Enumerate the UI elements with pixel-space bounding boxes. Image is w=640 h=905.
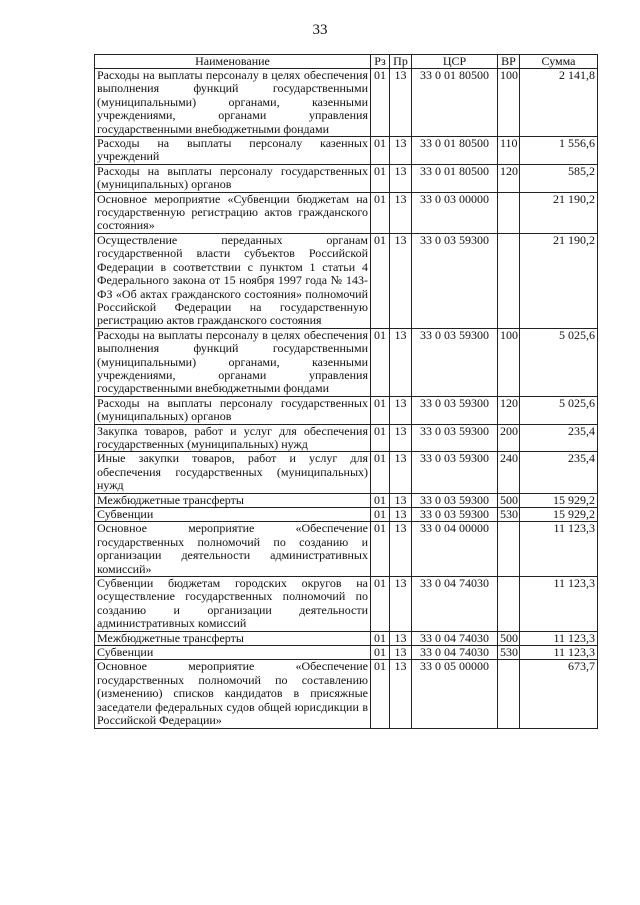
cell-pr: 13 xyxy=(390,577,412,632)
table-row xyxy=(95,646,598,660)
table-row xyxy=(95,660,598,728)
cell-sum: 15 929,2 xyxy=(520,508,598,522)
cell-pr: 13 xyxy=(390,137,412,165)
cell-sum: 235,4 xyxy=(520,424,598,452)
cell-csr: 33 0 04 74030 xyxy=(412,646,498,660)
cell-csr: 33 0 03 59300 xyxy=(412,424,498,452)
cell-pr: 13 xyxy=(390,508,412,522)
cell-sum: 11 123,3 xyxy=(520,522,598,577)
table-body xyxy=(95,69,598,729)
cell-csr: 33 0 04 74030 xyxy=(412,631,498,645)
cell-csr: 33 0 03 59300 xyxy=(412,396,498,424)
table-row xyxy=(95,164,598,192)
cell-name: Основное мероприятие «Обеспечение государственных полномочий по составлению (изменению) списков кандидатов в присяжные заседатели федеральных судов общей юрисдикции в Российской Федерации» xyxy=(95,660,371,728)
cell-rz: 01 xyxy=(371,493,390,507)
cell-name: Межбюджетные трансферты xyxy=(95,631,371,645)
cell-sum: 1 556,6 xyxy=(520,137,598,165)
cell-rz: 01 xyxy=(371,192,390,233)
cell-rz: 01 xyxy=(371,646,390,660)
table-row xyxy=(95,522,598,577)
table-row xyxy=(95,233,598,328)
cell-csr: 33 0 04 00000 xyxy=(412,522,498,577)
header-sum: Сумма xyxy=(520,55,598,69)
cell-name: Основное мероприятие «Обеспечение государственных полномочий по созданию и организации деятельности административных комиссий» xyxy=(95,522,371,577)
header-vr: ВР xyxy=(498,55,520,69)
cell-rz: 01 xyxy=(371,660,390,728)
cell-rz: 01 xyxy=(371,508,390,522)
cell-sum: 21 190,2 xyxy=(520,192,598,233)
cell-csr: 33 0 03 59300 xyxy=(412,508,498,522)
cell-name: Закупка товаров, работ и услуг для обеспечения государственных (муниципальных) нужд xyxy=(95,424,371,452)
cell-rz: 01 xyxy=(371,631,390,645)
cell-sum: 11 123,3 xyxy=(520,646,598,660)
cell-vr: 120 xyxy=(498,396,520,424)
table-row xyxy=(95,396,598,424)
cell-pr: 13 xyxy=(390,164,412,192)
cell-vr: 500 xyxy=(498,493,520,507)
cell-vr xyxy=(498,660,520,728)
cell-vr: 100 xyxy=(498,328,520,396)
cell-name: Субвенции xyxy=(95,508,371,522)
cell-vr xyxy=(498,233,520,328)
cell-rz: 01 xyxy=(371,233,390,328)
cell-name: Расходы на выплаты персоналу в целях обеспечения выполнения функций государственными (муниципальными) органами, казенными учреждениями, органами управления государственными внебюджетными фондами xyxy=(95,69,371,137)
cell-vr: 240 xyxy=(498,452,520,493)
cell-sum: 21 190,2 xyxy=(520,233,598,328)
cell-pr: 13 xyxy=(390,660,412,728)
table-row xyxy=(95,631,598,645)
cell-rz: 01 xyxy=(371,164,390,192)
cell-sum: 11 123,3 xyxy=(520,631,598,645)
budget-table xyxy=(94,54,598,729)
cell-sum: 2 141,8 xyxy=(520,69,598,137)
table-row xyxy=(95,508,598,522)
page-number: 33 xyxy=(312,22,328,38)
cell-name: Расходы на выплаты персоналу казенных учреждений xyxy=(95,137,371,165)
cell-name: Расходы на выплаты персоналу в целях обеспечения выполнения функций государственными (муниципальными) органами, казенными учреждениями, органами управления государственными внебюджетными фондами xyxy=(95,328,371,396)
cell-vr: 530 xyxy=(498,646,520,660)
cell-pr: 13 xyxy=(390,396,412,424)
cell-vr xyxy=(498,522,520,577)
cell-rz: 01 xyxy=(371,69,390,137)
table-row xyxy=(95,69,598,137)
table-row xyxy=(95,577,598,632)
table-row xyxy=(95,137,598,165)
table-row xyxy=(95,192,598,233)
header-name: Наименование xyxy=(95,55,371,69)
header-csr: ЦСР xyxy=(412,55,498,69)
cell-rz: 01 xyxy=(371,577,390,632)
cell-name: Иные закупки товаров, работ и услуг для обеспечения государственных (муниципальных) нужд xyxy=(95,452,371,493)
cell-rz: 01 xyxy=(371,137,390,165)
cell-name: Межбюджетные трансферты xyxy=(95,493,371,507)
cell-name: Субвенции xyxy=(95,646,371,660)
cell-csr: 33 0 04 74030 xyxy=(412,577,498,632)
cell-vr: 530 xyxy=(498,508,520,522)
cell-pr: 13 xyxy=(390,424,412,452)
cell-csr: 33 0 03 59300 xyxy=(412,233,498,328)
table-header-row xyxy=(95,55,598,69)
cell-sum: 11 123,3 xyxy=(520,577,598,632)
cell-pr: 13 xyxy=(390,328,412,396)
cell-vr: 120 xyxy=(498,164,520,192)
cell-vr: 500 xyxy=(498,631,520,645)
cell-vr xyxy=(498,577,520,632)
cell-csr: 33 0 03 59300 xyxy=(412,493,498,507)
cell-rz: 01 xyxy=(371,396,390,424)
cell-sum: 5 025,6 xyxy=(520,328,598,396)
cell-pr: 13 xyxy=(390,233,412,328)
cell-csr: 33 0 01 80500 xyxy=(412,69,498,137)
cell-name: Осуществление переданных органам государственной власти субъектов Российской Федерации в соответствии с пунктом 1 статьи 4 Федерального закона от 15 ноября 1997 года № 143-ФЗ «Об актах гражданского состояния» полномочий Российской Федерации на государственную регистрацию актов гражданского состояния xyxy=(95,233,371,328)
cell-pr: 13 xyxy=(390,493,412,507)
table-row xyxy=(95,424,598,452)
cell-csr: 33 0 03 00000 xyxy=(412,192,498,233)
cell-csr: 33 0 05 00000 xyxy=(412,660,498,728)
cell-csr: 33 0 03 59300 xyxy=(412,452,498,493)
cell-pr: 13 xyxy=(390,452,412,493)
cell-pr: 13 xyxy=(390,522,412,577)
cell-vr xyxy=(498,192,520,233)
cell-sum: 673,7 xyxy=(520,660,598,728)
cell-vr: 100 xyxy=(498,69,520,137)
cell-rz: 01 xyxy=(371,522,390,577)
cell-sum: 15 929,2 xyxy=(520,493,598,507)
header-rz: Рз xyxy=(371,55,390,69)
cell-rz: 01 xyxy=(371,424,390,452)
cell-sum: 235,4 xyxy=(520,452,598,493)
table-row xyxy=(95,452,598,493)
table-row xyxy=(95,493,598,507)
cell-sum: 585,2 xyxy=(520,164,598,192)
cell-csr: 33 0 01 80500 xyxy=(412,164,498,192)
cell-vr: 200 xyxy=(498,424,520,452)
cell-pr: 13 xyxy=(390,192,412,233)
table-row xyxy=(95,328,598,396)
cell-sum: 5 025,6 xyxy=(520,396,598,424)
cell-csr: 33 0 03 59300 xyxy=(412,328,498,396)
cell-name: Основное мероприятие «Субвенции бюджетам на государственную регистрацию актов гражданского состояния» xyxy=(95,192,371,233)
cell-pr: 13 xyxy=(390,69,412,137)
cell-name: Расходы на выплаты персоналу государственных (муниципальных) органов xyxy=(95,396,371,424)
cell-csr: 33 0 01 80500 xyxy=(412,137,498,165)
cell-pr: 13 xyxy=(390,646,412,660)
cell-rz: 01 xyxy=(371,452,390,493)
cell-name: Расходы на выплаты персоналу государственных (муниципальных) органов xyxy=(95,164,371,192)
header-pr: Пр xyxy=(390,55,412,69)
cell-vr: 110 xyxy=(498,137,520,165)
cell-rz: 01 xyxy=(371,328,390,396)
cell-name: Субвенции бюджетам городских округов на осуществление государственных полномочий по созданию и организации деятельности административных комиссий xyxy=(95,577,371,632)
cell-pr: 13 xyxy=(390,631,412,645)
